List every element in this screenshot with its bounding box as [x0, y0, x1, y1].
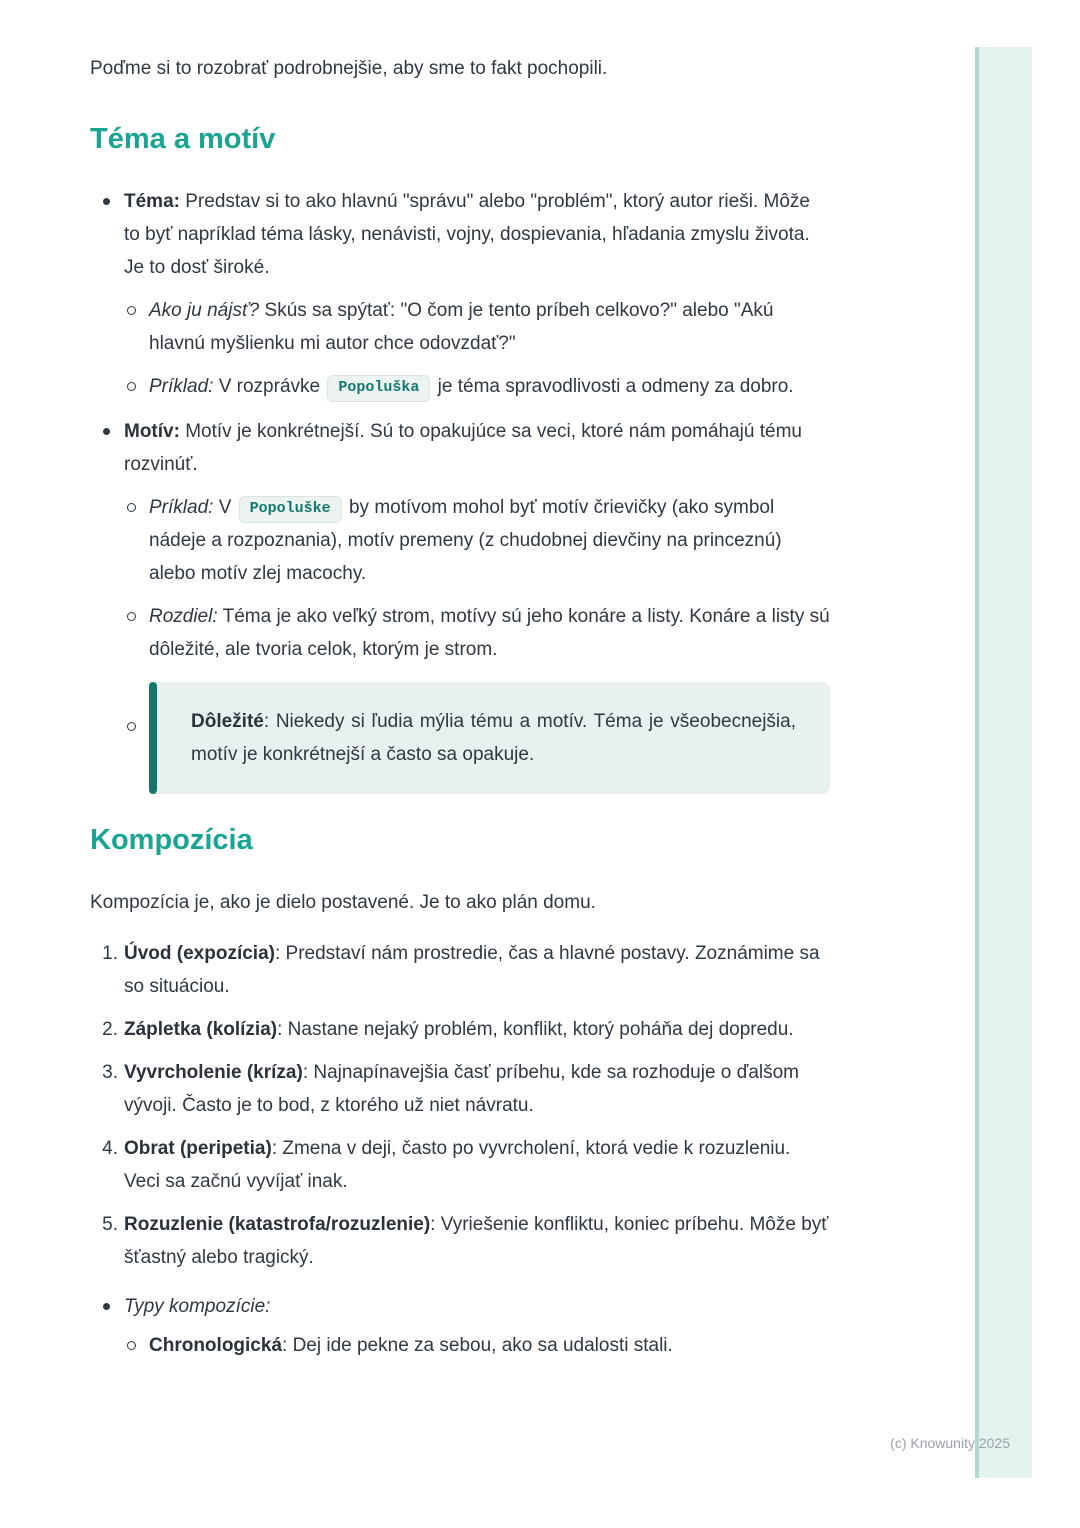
list-item-text	[124, 1208, 830, 1274]
body-text: : Zmena v deji, často po vyvrcholení, ktorá vedie k rozuzleniu. Veci sa začnú vyvíjať inak.	[124, 1138, 791, 1192]
body-text: : Nastane nejaký problém, konflikt, ktorý poháňa dej dopredu.	[277, 1019, 794, 1040]
term-label: Zápletka (kolízia)	[124, 1019, 278, 1040]
circle-bullet-icon	[127, 306, 136, 315]
list-item-text	[124, 415, 830, 481]
list-item-text	[124, 937, 830, 1003]
body-text: V	[218, 497, 232, 518]
callout-text	[191, 705, 796, 771]
list-item-typy-kompozicie	[90, 1290, 830, 1362]
numbered-list	[90, 937, 830, 1274]
list-subitem-example-2	[124, 491, 830, 590]
body-text: : Predstaví nám prostredie, čas a hlavné postavy. Zoznámime sa so situáciou.	[124, 943, 820, 997]
body-text: : Najnapínavejšia časť príbehu, kde sa rozhoduje o ďalšom vývoji. Často je to bod, z ktorého už niet návratu.	[124, 1062, 800, 1116]
list-item-text	[124, 1013, 830, 1046]
bullet-dot-icon	[103, 1303, 110, 1310]
inline-code-chip: Popoluške	[239, 496, 342, 523]
list-subitem-chronologicka	[124, 1329, 830, 1362]
body-text: Motív je konkrétnejší. Sú to opakujúce sa veci, ktoré nám pomáhajú tému rozvinúť.	[124, 421, 802, 475]
list-item-text	[124, 185, 830, 284]
body-text: je téma spravodlivosti a odmeny za dobro.	[437, 376, 794, 397]
body-text: Predstav si to ako hlavnú "správu" alebo "problém", ktorý autor rieši. Môže to byť napríklad téma lásky, nenávisti, vojny, dospievania, hľadania zmyslu života. Je to dosť široké.	[124, 191, 810, 278]
list-item-text	[149, 370, 830, 403]
term-label: Vyvrcholenie (kríza)	[124, 1062, 303, 1083]
term-label: Téma:	[124, 191, 180, 212]
list-item-text	[124, 1290, 830, 1323]
callout-accent-bar	[149, 682, 157, 794]
list-item-motiv	[90, 415, 830, 794]
italic-label: Ako ju nájsť?	[149, 300, 260, 321]
section-heading-kompozicia: Kompozícia	[90, 824, 253, 856]
body-text: : Vyriešenie konfliktu, koniec príbehu. Môže byť šťastný alebo tragický.	[124, 1214, 829, 1268]
important-callout	[149, 682, 830, 794]
list-item-text	[124, 1132, 830, 1198]
circle-bullet-icon	[127, 1341, 136, 1350]
callout-term: Dôležité	[191, 711, 264, 732]
list-number: 3.	[102, 1062, 118, 1083]
list-number: 4.	[102, 1138, 118, 1159]
numbered-item-4	[90, 1132, 830, 1198]
circle-bullet-icon	[127, 722, 136, 731]
numbered-item-1	[90, 937, 830, 1003]
term-label: Obrat (peripetia)	[124, 1138, 272, 1159]
numbered-item-2	[90, 1013, 830, 1046]
body-text: : Dej ide pekne za sebou, ako sa udalosti stali.	[282, 1335, 673, 1356]
body-text: V rozprávke	[218, 376, 321, 397]
italic-label: Príklad:	[149, 376, 214, 397]
italic-label: Rozdiel:	[149, 606, 218, 627]
term-label: Rozuzlenie (katastrofa/rozuzlenie)	[124, 1214, 431, 1235]
italic-label: Typy kompozície:	[124, 1296, 271, 1317]
list-number: 2.	[102, 1019, 118, 1040]
list-subitem-callout	[124, 682, 830, 794]
term-label: Úvod (expozícia)	[124, 943, 275, 964]
circle-bullet-icon	[127, 612, 136, 621]
inline-code-chip: Popoluška	[327, 375, 430, 402]
list-item-text	[149, 1329, 830, 1362]
side-accent-strip	[975, 47, 1032, 1478]
bullet-dot-icon	[103, 428, 110, 435]
list-subitem-example-1	[124, 370, 830, 403]
italic-label: Príklad:	[149, 497, 214, 518]
body-text: by motívom mohol byť motív črievičky (ako symbol nádeje a rozpoznania), motív premeny (z chudobnej dievčiny na princeznú) alebo motív zlej macochy.	[149, 497, 782, 584]
term-label: Chronologická	[149, 1335, 283, 1356]
list-number: 1.	[102, 943, 118, 964]
circle-bullet-icon	[127, 503, 136, 512]
section-heading-tema-a-motiv: Téma a motív	[90, 123, 276, 155]
intro-paragraph: Poďme si to rozobrať podrobnejšie, aby sme to fakt pochopili.	[90, 58, 608, 79]
bullet-dot-icon	[103, 198, 110, 205]
list-item-tema	[90, 185, 830, 403]
list-subitem-find	[124, 294, 830, 360]
list-item-text	[149, 600, 830, 666]
copyright-text: (c) Knowunity 2025	[890, 1435, 1010, 1451]
body-text: Skús sa spýtať: "O čom je tento príbeh celkovo?" alebo "Akú hlavnú myšlienku mi autor chce odovzdať?"	[149, 300, 774, 354]
list-item-text	[149, 294, 830, 360]
list-item-text	[149, 491, 830, 590]
list-item-text	[124, 1056, 830, 1122]
body-text: : Niekedy si ľudia mýlia tému a motív. Téma je všeobecnejšia, motív je konkrétnejší a často sa opakuje.	[191, 711, 796, 765]
body-text: Téma je ako veľký strom, motívy sú jeho konáre a listy. Konáre a listy sú dôležité, ale tvoria celok, ktorým je strom.	[149, 606, 830, 660]
circle-bullet-icon	[127, 382, 136, 391]
list-subitem-rozdiel	[124, 600, 830, 666]
kompozicia-lead-paragraph: Kompozícia je, ako je dielo postavené. Je to ako plán domu.	[90, 892, 596, 913]
numbered-item-5	[90, 1208, 830, 1274]
list-number: 5.	[102, 1214, 118, 1235]
term-label: Motív:	[124, 421, 180, 442]
numbered-item-3	[90, 1056, 830, 1122]
